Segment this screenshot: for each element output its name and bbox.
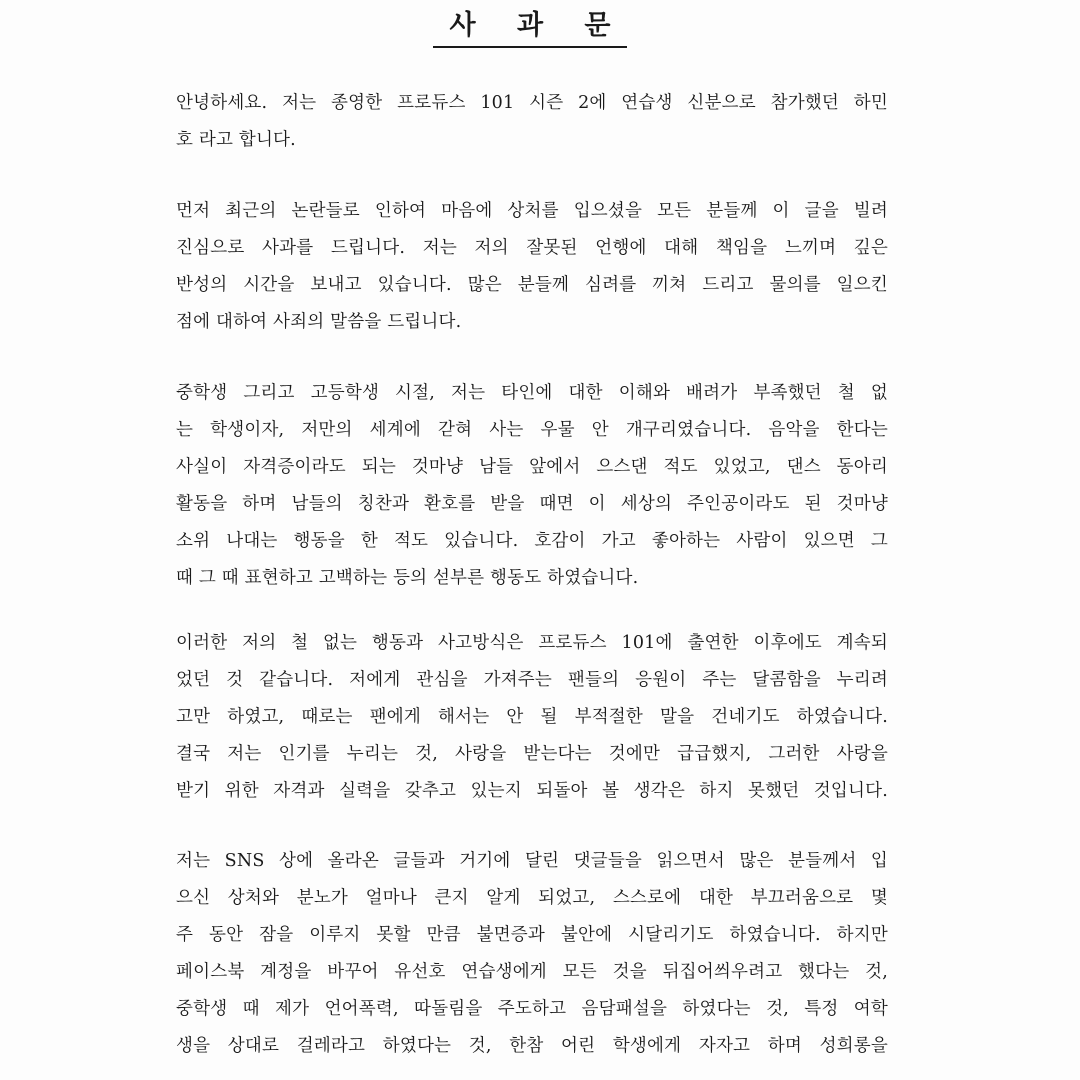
text-line: 진심으로 사과를 드립니다. 저는 저의 잘못된 언행에 대해 책임을 느끼며 깊은 [176, 238, 888, 258]
text-line: 었던 것 같습니다. 저에게 관심을 가져주는 팬들의 응원이 주는 달콤함을 누리려 [176, 670, 888, 690]
text-line: 먼저 최근의 논란들로 인하여 마음에 상처를 입으셨을 모든 분들께 이 글을 빌려 [176, 201, 888, 221]
text-line: 페이스북 계정을 바꾸어 유선호 연습생에게 모든 것을 뒤집어씌우려고 했다는 것, [176, 962, 888, 982]
text-line: 때 그 때 표현하고 고백하는 등의 섣부른 행동도 하였습니다. [176, 568, 639, 588]
text-line: 는 학생이자, 저만의 세계에 갇혀 사는 우물 안 개구리였습니다. 음악을 한다는 [176, 420, 888, 440]
text-line: 고만 하였고, 때로는 팬에게 해서는 안 될 부적절한 말을 건네기도 하였습니다. [176, 707, 888, 727]
text-line: 반성의 시간을 보내고 있습니다. 많은 분들께 심려를 끼쳐 드리고 물의를 일으킨 [176, 275, 888, 295]
paragraph-5 [176, 843, 888, 1065]
text-line: 소위 나대는 행동을 한 적도 있습니다. 호감이 가고 좋아하는 사람이 있으면 그 [176, 531, 888, 551]
text-line: 중학생 때 제가 언어폭력, 따돌림을 주도하고 음담패설을 하였다는 것, 특정 여학 [176, 999, 888, 1019]
text-line: 사실이 자격증이라도 되는 것마냥 남들 앞에서 으스댄 적도 있었고, 댄스 동아리 [176, 457, 888, 477]
text-line: 주 동안 잠을 이루지 못할 만큼 불면증과 불안에 시달리기도 하였습니다. 하지만 [176, 925, 888, 945]
document-title [0, 8, 1060, 48]
text-line: 이러한 저의 철 없는 행동과 사고방식은 프로듀스 101에 출연한 이후에도 계속되 [176, 633, 888, 653]
text-line: 활동을 하며 남들의 칭찬과 환호를 받을 때면 이 세상의 주인공이라도 된 것마냥 [176, 494, 888, 514]
paragraph-1 [176, 85, 888, 159]
paragraph-3 [176, 375, 888, 597]
text-line: 받기 위한 자격과 실력을 갖추고 있는지 되돌아 볼 생각은 하지 못했던 것입니다. [176, 781, 888, 801]
text-line: 안녕하세요. 저는 종영한 프로듀스 101 시즌 2에 연습생 신분으로 참가했던 하민 [176, 93, 888, 113]
paragraph-2 [176, 193, 888, 341]
text-line: 점에 대하여 사죄의 말씀을 드립니다. [176, 312, 462, 332]
text-line: 생을 상대로 걸레라고 하였다는 것, 한참 어린 학생에게 자자고 하며 성희롱을 [176, 1036, 888, 1056]
paragraph-4 [176, 625, 888, 810]
text-line: 결국 저는 인기를 누리는 것, 사랑을 받는다는 것에만 급급했지, 그러한 사랑을 [176, 744, 888, 764]
document-title-text: 사 과 문 [433, 8, 626, 48]
text-line: 중학생 그리고 고등학생 시절, 저는 타인에 대한 이해와 배려가 부족했던 철 없 [176, 383, 888, 403]
text-line: 으신 상처와 분노가 얼마나 큰지 알게 되었고, 스스로에 대한 부끄러움으로 몇 [176, 888, 888, 908]
text-line: 저는 SNS 상에 올라온 글들과 거기에 달린 댓글들을 읽으면서 많은 분들께서 입 [176, 851, 888, 871]
text-line: 호 라고 합니다. [176, 130, 296, 150]
